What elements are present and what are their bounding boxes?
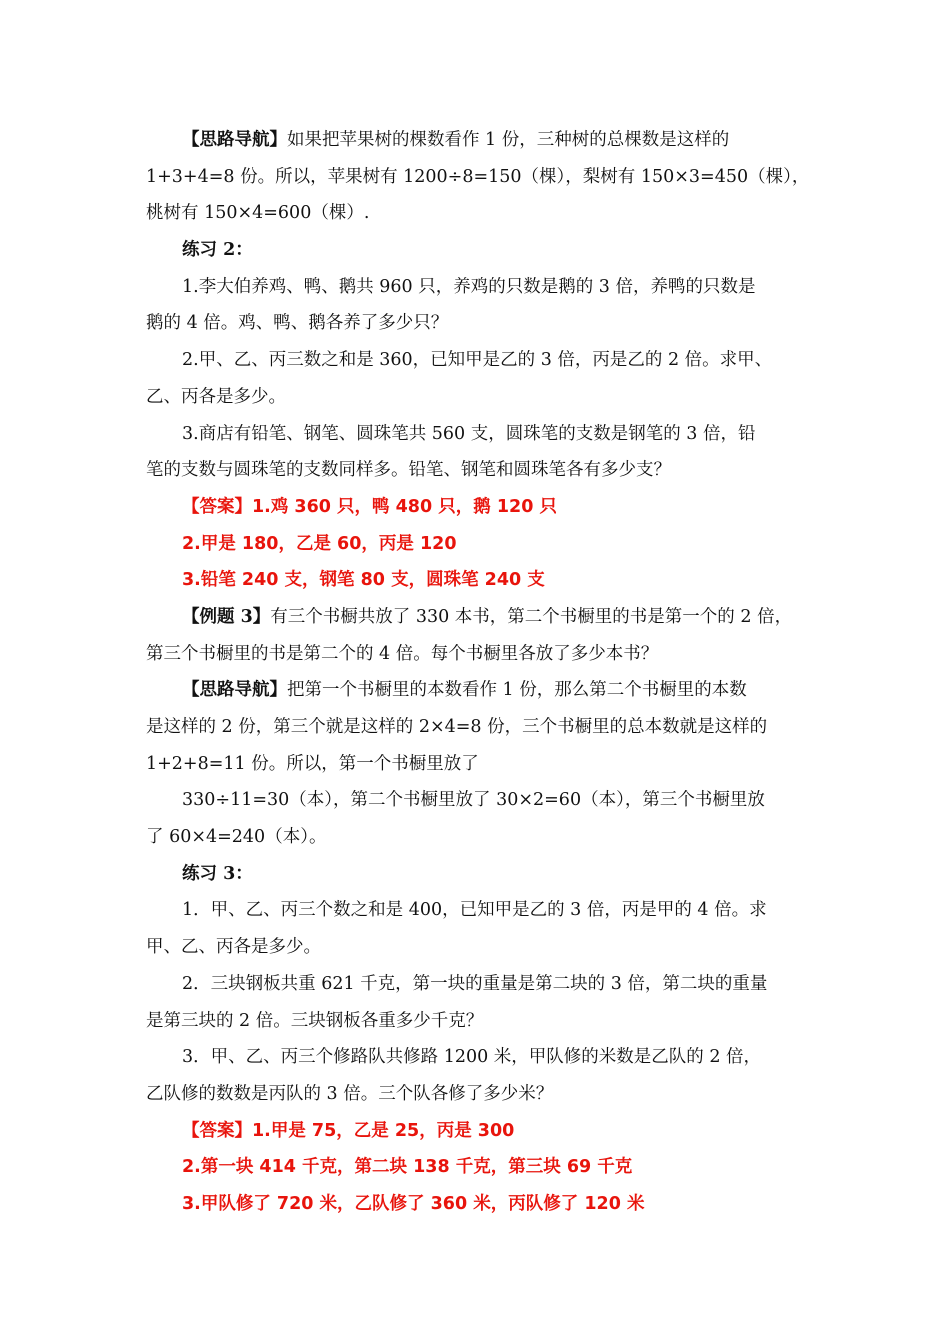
question-line: 是第三块的 2 倍。三块钢板各重多少千克？	[146, 1010, 484, 1031]
guide-line: 了 60×4=240（本）。	[146, 827, 327, 848]
example-line: 第三个书橱里的书是第二个的 4 倍。每个书橱里各放了多少本书？	[146, 643, 659, 664]
paragraph-line: 桃树有 150×4=600（棵）.	[146, 203, 370, 224]
guide-line: 【思路导航】把第一个书橱里的本数看作 1 份，那么第二个书橱里的本数	[182, 680, 747, 701]
answer-line: 3.铅笔 240 支，钢笔 80 支，圆珠笔 240 支	[182, 570, 545, 591]
practice-title: 练习 2：	[182, 240, 253, 261]
answer-line: 2.甲是 180，乙是 60，丙是 120	[182, 533, 457, 554]
question-line: 2．三块钢板共重 621 千克，第一块的重量是第二块的 3 倍，第二块的重量	[182, 973, 768, 994]
guide-line: 330÷11=30（本），第二个书橱里放了 30×2=60（本），第三个书橱里放	[182, 790, 765, 811]
question-line: 1.李大伯养鸡、鸭、鹅共 960 只，养鸡的只数是鹅的 3 倍，养鸭的只数是	[182, 276, 756, 297]
question-line: 3．甲、乙、丙三个修路队共修路 1200 米，甲队修的米数是乙队的 2 倍，	[182, 1047, 762, 1068]
question-line: 2.甲、乙、丙三数之和是 360，已知甲是乙的 3 倍，丙是乙的 2 倍。求甲、	[182, 350, 773, 371]
example-line: 【例题 3】有三个书橱共放了 330 本书，第二个书橱里的书是第一个的 2 倍，	[182, 606, 793, 627]
answer-line: 3.甲队修了 720 米，乙队修了 360 米，丙队修了 120 米	[182, 1193, 645, 1214]
guide-label: 【思路导航】	[182, 130, 287, 150]
answer-line: 2.第一块 414 千克，第二块 138 千克，第三块 69 千克	[182, 1157, 633, 1178]
paragraph-line: 1+3+4=8 份。所以，苹果树有 1200÷8=150（棵），梨树有 150×3=450（棵），	[146, 166, 810, 187]
document-page	[146, 122, 810, 1223]
example-label: 【例题 3】	[182, 606, 271, 627]
answer-line: 【答案】1.甲是 75，乙是 25，丙是 300	[182, 1120, 515, 1141]
question-line: 甲、乙、丙各是多少。	[146, 937, 321, 958]
guide-line: 是这样的 2 份，第三个就是这样的 2×4=8 份，三个书橱里的总本数就是这样的	[146, 717, 768, 737]
question-line: 1．甲、乙、丙三个数之和是 400，已知甲是乙的 3 倍，丙是甲的 4 倍。求	[182, 900, 767, 921]
answer-line: 【答案】1.鸡 360 只，鸭 480 只，鹅 120 只	[182, 496, 557, 517]
guide-line: 【思路导航】如果把苹果树的棵数看作 1 份，三种树的总棵数是这样的	[182, 130, 730, 150]
question-line: 鹅的 4 倍。鸡、鸭、鹅各养了多少只？	[146, 313, 449, 334]
question-line: 笔的支数与圆珠笔的支数同样多。铅笔、钢笔和圆珠笔各有多少支？	[146, 460, 671, 481]
guide-line: 1+2+8=11 份。所以，第一个书橱里放了	[146, 753, 479, 774]
question-line: 3.商店有铅笔、钢笔、圆珠笔共 560 支，圆珠笔的支数是钢笔的 3 倍，铅	[182, 423, 756, 444]
question-line: 乙、丙各是多少。	[146, 386, 286, 407]
practice-title: 练习 3：	[182, 863, 253, 884]
guide-label: 【思路导航】	[182, 680, 287, 701]
question-line: 乙队修的数数是丙队的 3 倍。三个队各修了多少米？	[146, 1083, 554, 1104]
